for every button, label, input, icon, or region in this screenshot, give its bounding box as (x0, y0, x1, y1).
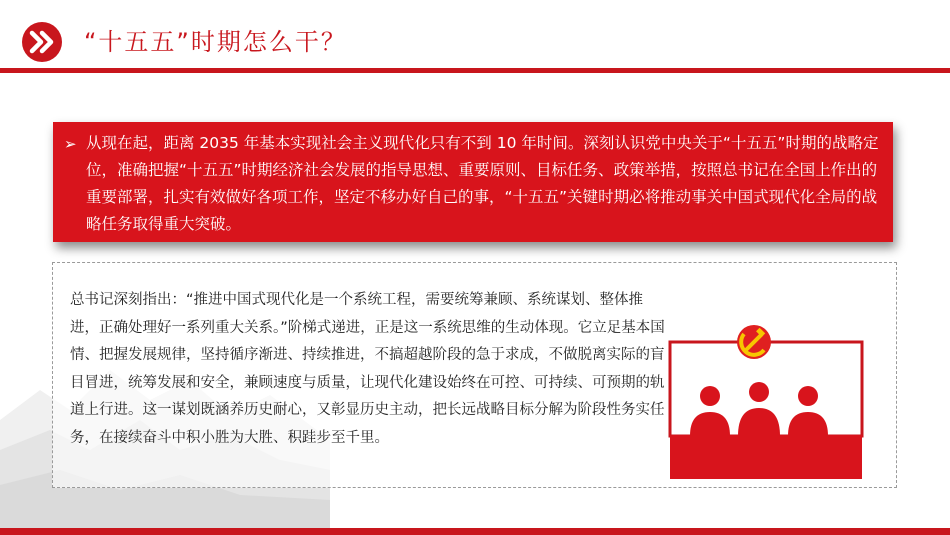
arrow-right-icon: ➢ (64, 135, 77, 153)
party-emblem-icon (737, 325, 771, 359)
page-title: “十五五”时期怎么干？ (84, 28, 347, 56)
footer-divider (0, 528, 950, 535)
callout-text: 从现在起，距离 2035 年基本实现社会主义现代化只有不到 10 年时间。深刻认识党中央关于“十五五”时期的战略定位，准确把握“十五五”时期经济社会发展的指导思想、重要原则、目标任务、政策举措，按照总书记在全国上作出的重要部署，扎实有效做好各项工作，坚定不移办好自己的事，“十五五”关键时期必将推动事关中国式现代化全局的战略任务取得重大突破。 (86, 134, 879, 233)
meeting-people-icon (664, 314, 876, 480)
double-chevron-right-icon (22, 22, 62, 62)
header-divider (0, 68, 950, 73)
quote-text: 总书记深刻指出：“推进中国式现代化是一个系统工程，需要统筹兼顾、系统谋划、整体推进，正确处理好一系列重大关系。”阶梯式递进，正是这一系统思维的生动体现。它立足基本国情、把握发展规律，坚持循序渐进、持续推进，不搞超越阶段的急于求成，不做脱离实际的盲目冒进，统筹发展和安全，兼顾速度与质量，让现代化建设始终在可控、可持续、可预期的轨道上行进。这一谋划既涵养历史耐心，又彰显历史主动，把长远战略目标分解为阶段性务实任务，在接续奋斗中积小胜为大胜、积跬步至千里。 (70, 292, 665, 446)
